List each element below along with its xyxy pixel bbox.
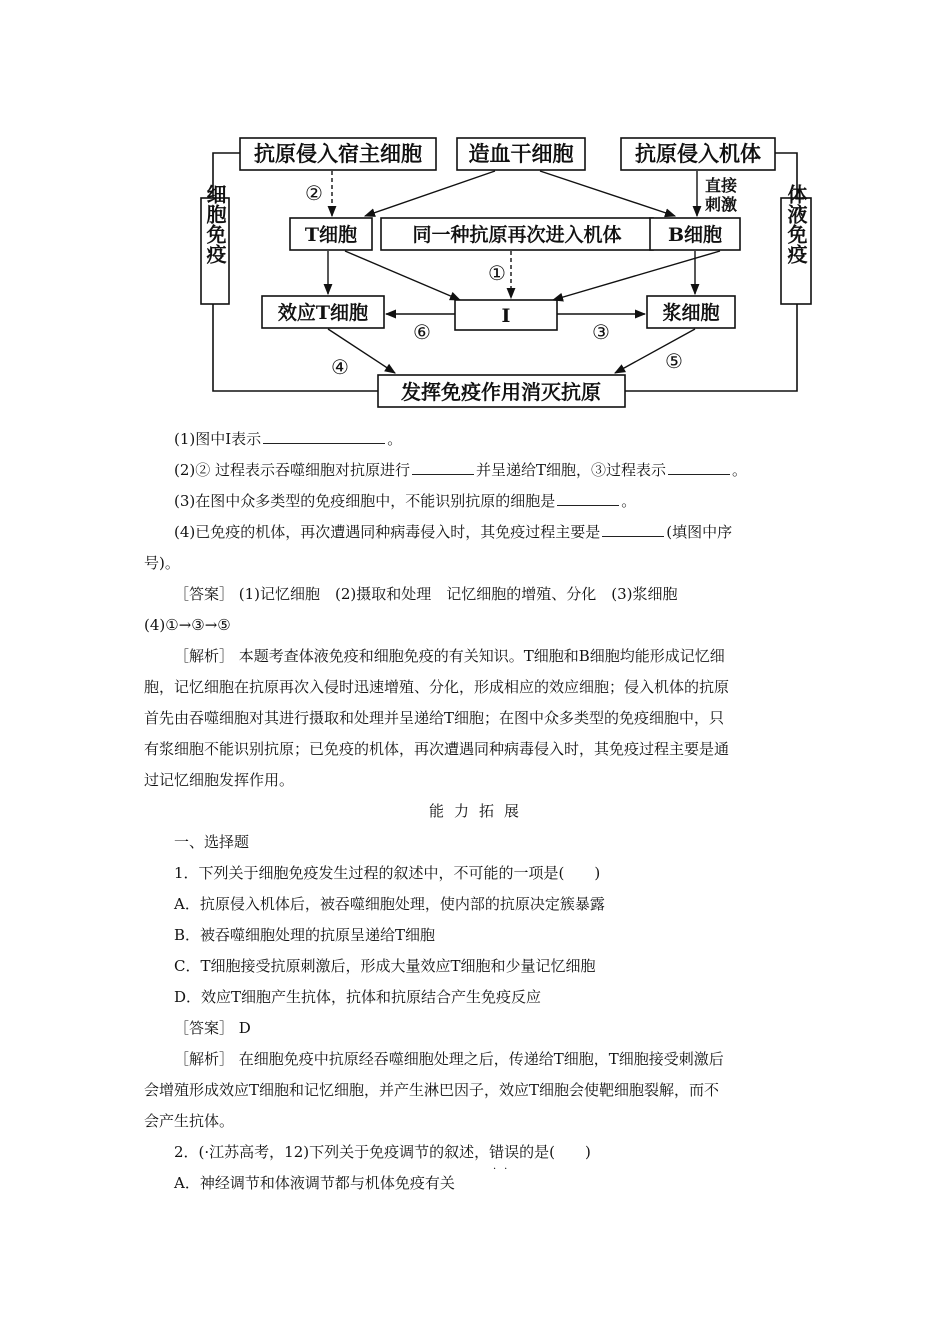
q4-cont: 号)。 bbox=[144, 554, 180, 572]
label-2: ② bbox=[305, 181, 323, 205]
answer-blank bbox=[263, 429, 385, 444]
box-t-cell-text: T细胞 bbox=[304, 224, 358, 246]
explanation-2-line-1: ［解析］ 在细胞免疫中抗原经吞噬细胞处理之后，传递给T细胞，T细胞接受刺激后 bbox=[174, 1050, 724, 1068]
box-cell-immunity-text: 细胞免疫 bbox=[203, 184, 227, 264]
box-humoral-immunity-text: 体液免疫 bbox=[784, 184, 808, 264]
section-heading: 能力拓展 bbox=[428, 802, 529, 820]
box-effector-t-text: 效应T细胞 bbox=[277, 302, 369, 324]
box-result-text: 发挥免疫作用消灭抗原 bbox=[401, 380, 601, 404]
label-1: ① bbox=[488, 261, 506, 285]
label-6: ⑥ bbox=[413, 320, 431, 344]
answer-blank bbox=[412, 460, 474, 475]
label-4: ④ bbox=[331, 355, 349, 379]
immune-process-diagram bbox=[195, 128, 815, 418]
box-antigen-body-text: 抗原侵入机体 bbox=[635, 141, 761, 166]
answer-blank bbox=[668, 460, 730, 475]
mc1-question: 1．下列关于细胞免疫发生过程的叙述中，不可能的一项是( ) bbox=[174, 864, 601, 882]
section-title: 一、选择题 bbox=[174, 833, 250, 851]
q4: (4)已免疫的机体，再次遭遇同种病毒侵入时，其免疫过程主要是 (填图中序 bbox=[174, 523, 733, 541]
emphasis-word: 错误 ·· bbox=[489, 1143, 520, 1175]
mc1-option-c: C．T细胞接受抗原刺激后，形成大量效应T细胞和少量记忆细胞 bbox=[174, 957, 596, 975]
explanation-2-line-3: 会产生抗体。 bbox=[144, 1112, 235, 1130]
mc1-option-d: D．效应T细胞产生抗体，抗体和抗原结合产生免疫反应 bbox=[174, 988, 542, 1006]
q1: (1)图中Ⅰ表示 。 bbox=[174, 430, 403, 448]
box-plasma-text: 浆细胞 bbox=[662, 302, 720, 324]
label-direct: 直接 bbox=[705, 176, 738, 195]
mc1-option-b: B．被吞噬细胞处理的抗原呈递给T细胞 bbox=[174, 926, 436, 944]
answer-1-line-1: ［答案］ (1)记忆细胞 (2)摄取和处理 记忆细胞的增殖、分化 (3)浆细胞 bbox=[174, 585, 678, 603]
label-5: ⑤ bbox=[665, 349, 683, 373]
emphasis-dots: ·· bbox=[492, 1164, 516, 1175]
explanation-1-line-2: 胞，记忆细胞在抗原再次入侵时迅速增殖、分化，形成相应的效应细胞；侵入机体的抗原 bbox=[144, 678, 730, 696]
answer-2: ［答案］ D bbox=[174, 1019, 251, 1037]
q2: (2)② 过程表示吞噬细胞对抗原进行 并呈递给T细胞，③过程表示 。 bbox=[174, 461, 748, 479]
mc2-question: 2．(·江苏高考，12)下列关于免疫调节的叙述，错误 ·· 的是( ) bbox=[144, 1137, 814, 1168]
document-body bbox=[144, 424, 814, 1199]
answer-1-line-2: (4)①→③→⑤ bbox=[144, 616, 231, 634]
box-b-cell-text: B细胞 bbox=[667, 224, 723, 246]
mc1-option-a: A．抗原侵入机体后，被吞噬细胞处理，使内部的抗原决定簇暴露 bbox=[174, 895, 605, 913]
box-hsc-text: 造血干细胞 bbox=[468, 141, 574, 166]
box-same-antigen-text: 同一种抗原再次进入机体 bbox=[412, 224, 622, 246]
explanation-2-line-2: 会增殖形成效应T细胞和记忆细胞，并产生淋巴因子，效应T细胞会使靶细胞裂解，而不 bbox=[144, 1081, 720, 1099]
q3: (3)在图中众多类型的免疫细胞中，不能识别抗原的细胞是 。 bbox=[174, 492, 637, 510]
answer-blank bbox=[602, 522, 664, 537]
explanation-1-line-3: 首先由吞噬细胞对其进行摄取和处理并呈递给T细胞；在图中众多类型的免疫细胞中，只 bbox=[144, 709, 725, 727]
box-antigen-host-text: 抗原侵入宿主细胞 bbox=[254, 141, 422, 166]
label-3: ③ bbox=[592, 320, 610, 344]
answer-blank bbox=[557, 491, 619, 506]
explanation-1-line-1: ［解析］ 本题考查体液免疫和细胞免疫的有关知识。T细胞和B细胞均能形成记忆细 bbox=[174, 647, 725, 665]
explanation-1-line-5: 过记忆细胞发挥作用。 bbox=[144, 771, 295, 789]
explanation-1-line-4: 有浆细胞不能识别抗原；已免疫的机体，再次遭遇同种病毒侵入时，其免疫过程主要是通 bbox=[144, 740, 730, 758]
box-memory-text: I bbox=[501, 305, 511, 327]
label-stimulate: 刺激 bbox=[705, 195, 738, 214]
mc2-option-a: A．神经调节和体液调节都与机体免疫有关 bbox=[174, 1174, 455, 1192]
